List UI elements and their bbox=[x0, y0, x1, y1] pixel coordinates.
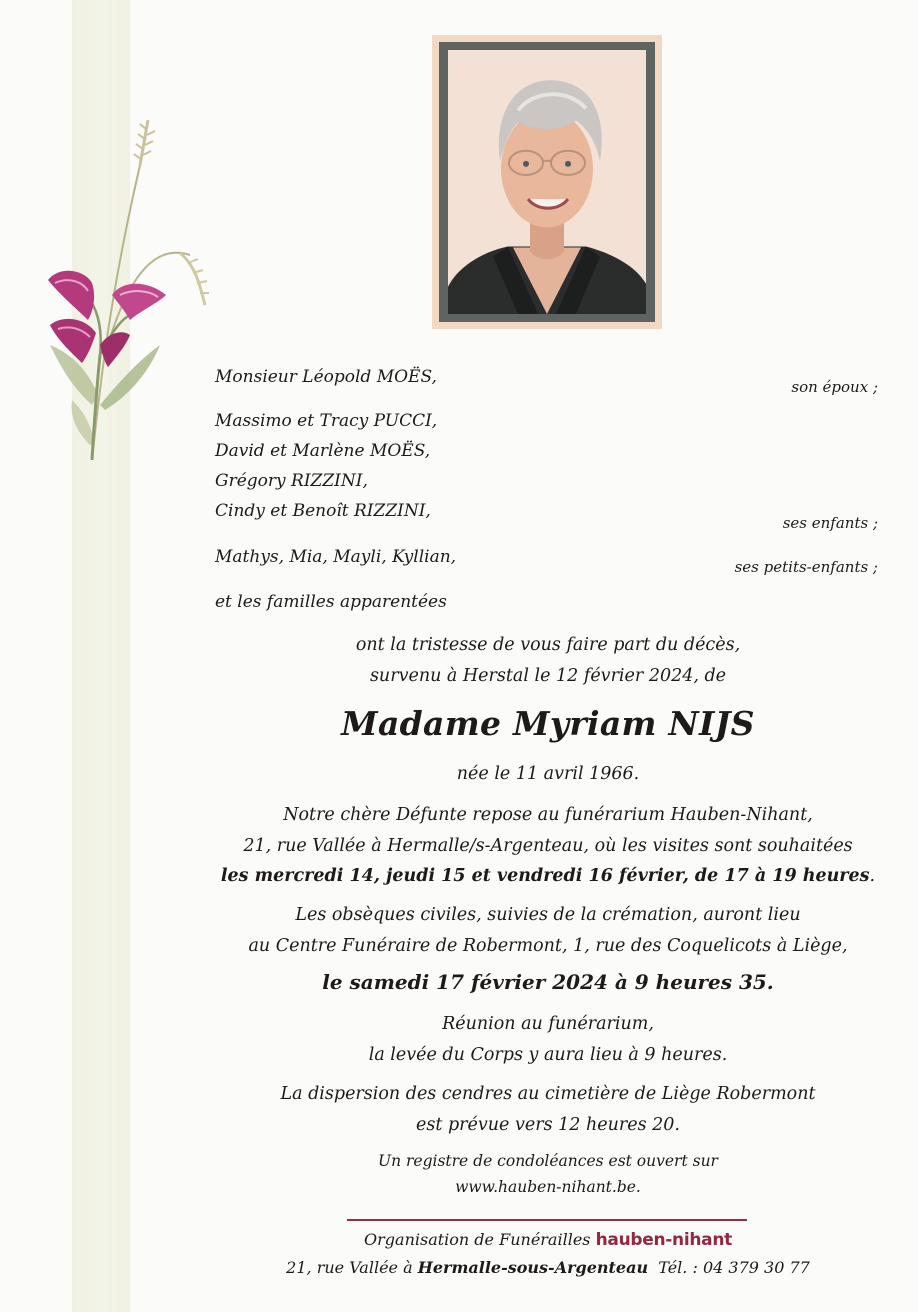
family-grandchildren: Mathys, Mia, Mayli, Kyllian, bbox=[215, 547, 457, 567]
footer-phone: Tél. : 04 379 30 77 bbox=[658, 1258, 810, 1277]
ceremony-date: le samedi 17 février 2024 à 9 heures 35. bbox=[322, 970, 774, 994]
footer-town: Hermalle-sous-Argenteau bbox=[417, 1258, 649, 1277]
portrait-frame bbox=[432, 35, 662, 329]
condolence-register: Un registre de condoléances est ouvert sur www.hauben-nihant.be. bbox=[378, 1152, 718, 1196]
dispersion-info: La dispersion des cendres au cimetière de Liège Robermont est prévue vers 12 heures 20. bbox=[280, 1084, 816, 1135]
announcement: ont la tristesse de vous faire part du décès, survenu à Herstal le 12 février 2024, de bbox=[355, 635, 741, 686]
ceremony-info: Les obsèques civiles, suivies de la crémation, auront lieu au Centre Funéraire de Robermont, 1, rue des Coquelicots à Liège, bbox=[248, 905, 848, 956]
birth-date: née le 11 avril 1966. bbox=[456, 764, 640, 784]
role-grandchildren: ses petits-enfants ; bbox=[734, 558, 878, 576]
reunion-info: Réunion au funérarium, la levée du Corps y aura lieu à 9 heures. bbox=[368, 1014, 728, 1065]
footer: Organisation de Funérailles hauben-nihant 21, rue Vallée à Hermalle-sous-Argenteau Tél. : 04 379 30 77 bbox=[286, 1230, 810, 1277]
family-children: Massimo et Tracy PUCCI, David et Marlène MOËS, Grégory RIZZINI, Cindy et Benoît RIZZINI, bbox=[215, 411, 438, 521]
brand-logo: hauben-nihant bbox=[595, 1230, 732, 1250]
calla-lily-illustration bbox=[30, 105, 230, 475]
role-children: ses enfants ; bbox=[782, 514, 878, 532]
visitation-dates: les mercredi 14, jeudi 15 et vendredi 16 février, de 17 à 19 heures bbox=[220, 866, 870, 886]
family-relatives: et les familles apparentées bbox=[215, 592, 447, 612]
footer-divider bbox=[347, 1219, 747, 1221]
family-spouse: Monsieur Léopold MOËS, bbox=[215, 367, 437, 387]
visitation-info: Notre chère Défunte repose au funérarium Hauben-Nihant, 21, rue Vallée à Hermalle/s-Argenteau, où les visites sont souhaitées les mercredi 14, jeudi 15 et vendredi 16 février, de 17 à 19 heures. bbox=[220, 805, 876, 886]
deceased-name: Madame Myriam NIJS bbox=[341, 704, 755, 743]
portrait-photo bbox=[448, 50, 646, 314]
role-spouse: son époux ; bbox=[791, 378, 878, 396]
